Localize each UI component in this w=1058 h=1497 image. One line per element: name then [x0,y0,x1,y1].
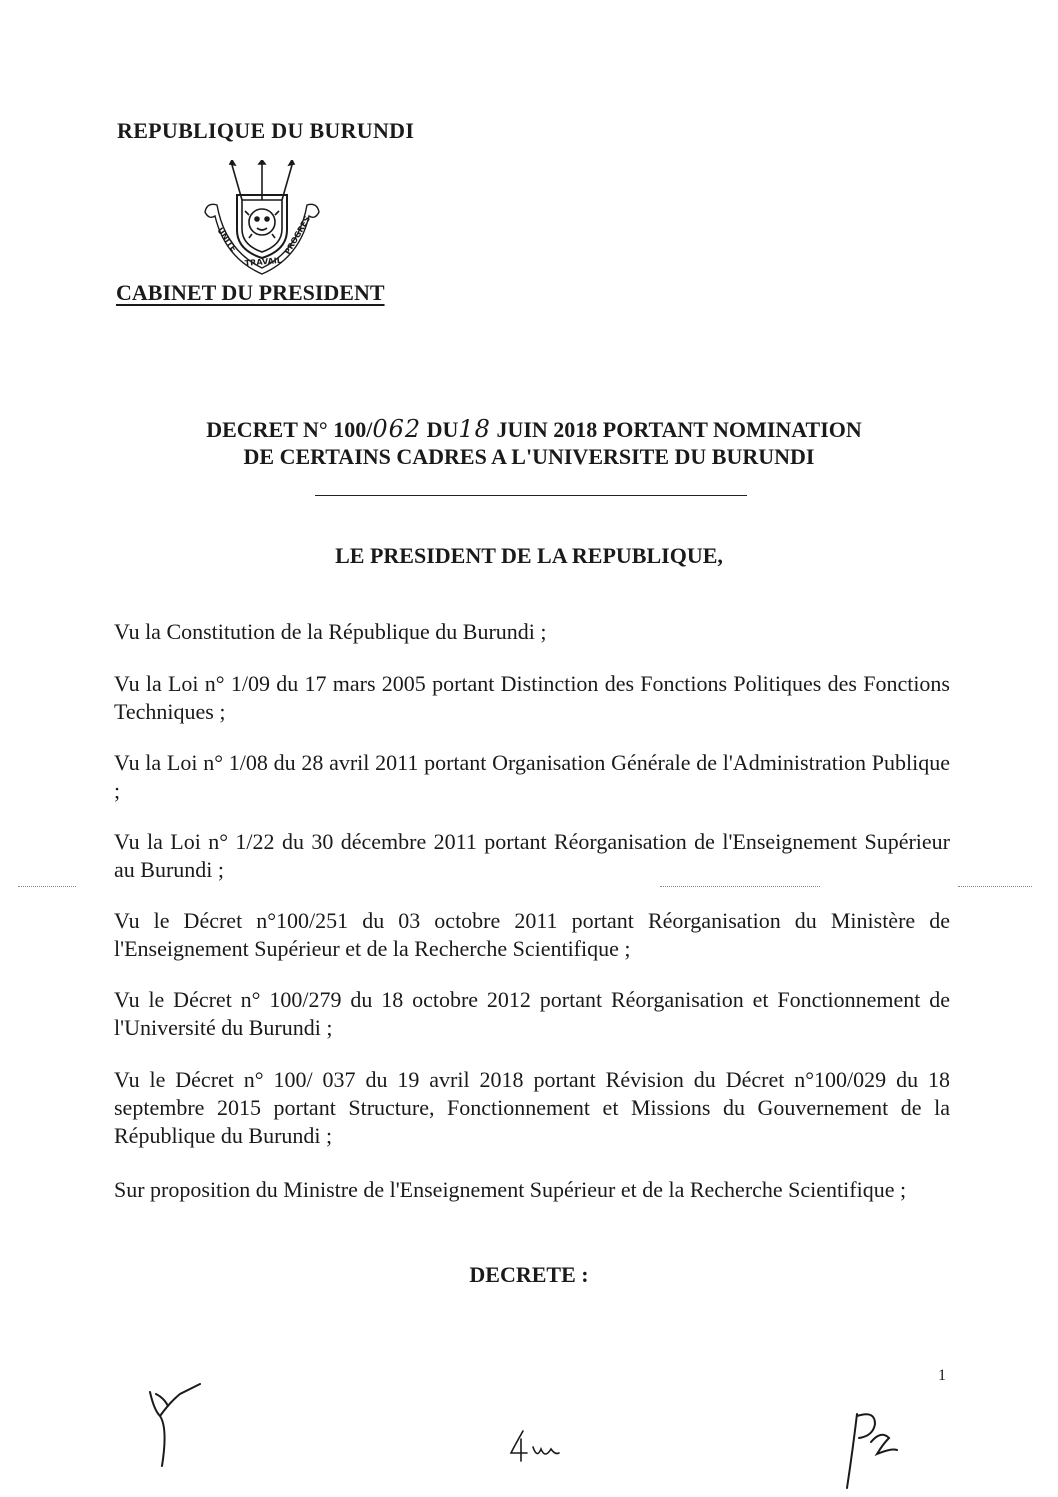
title-divider [315,495,747,496]
coat-of-arms-emblem [197,160,327,275]
consideration-paragraph: Vu la Constitution de la République du Burundi ; [114,619,547,644]
title-suffix: JUIN 2018 PORTANT NOMINATION [490,417,862,442]
scan-artifact-dots [958,886,1032,887]
consideration-paragraph: Vu le Décret n° 100/279 du 18 octobre 2012 portant Réorganisation et Fonctionnement de l'Université du Burundi ; [114,987,950,1040]
handwritten-decree-number: 062 [372,415,422,443]
page-number: 1 [938,1367,946,1384]
consideration-paragraph: Vu la Loi n° 1/22 du 30 décembre 2011 portant Réorganisation de l'Enseignement Supérieur au Burundi ; [114,829,950,882]
scan-artifact-dots [18,886,76,887]
handwritten-initials-left [140,1380,210,1470]
consideration-paragraph: Vu le Décret n°100/251 du 03 octobre 2011 portant Réorganisation du Ministère de l'Enseignement Supérieur et de la Recherche Scientifique ; [114,908,950,961]
consideration-paragraph: Vu le Décret n° 100/ 037 du 19 avril 2018 portant Révision du Décret n°100/029 du 18 septembre 2015 portant Structure, Fonctionnement et Missions du Gouvernement de la République du Burundi ; [114,1067,950,1148]
consideration-paragraph: Vu la Loi n° 1/08 du 28 avril 2011 portant Organisation Générale de l'Administration Publique ; [114,750,950,803]
handwritten-day: 18 [458,415,491,443]
svg-text:UNITE: UNITE [215,225,239,254]
president-heading: LE PRESIDENT DE LA REPUBLIQUE, [335,543,723,568]
handwritten-initials-right [835,1408,910,1493]
scan-artifact-dots [660,886,820,887]
svg-text:PROGRES: PROGRES [282,214,313,256]
handwritten-initials-center [505,1425,565,1470]
consideration-paragraph: Vu la Loi n° 1/09 du 17 mars 2005 portant Distinction des Fonctions Politiques des Fonctions Techniques ; [114,671,950,724]
decree-title-line2: DE CERTAINS CADRES A L'UNIVERSITE DU BURUNDI [243,444,815,469]
decrete-heading: DECRETE : [469,1262,589,1287]
consideration-paragraph: Sur proposition du Ministre de l'Enseignement Supérieur et de la Recherche Scientifique ; [114,1177,907,1202]
office-header: CABINET DU PRESIDENT [116,280,385,305]
decree-title-line1 [0,415,1058,443]
country-header: REPUBLIQUE DU BURUNDI [117,118,415,143]
svg-text:TRAVAIL: TRAVAIL [244,255,283,268]
title-middle: DU [421,417,459,442]
title-prefix: DECRET N° 100/ [206,417,373,442]
